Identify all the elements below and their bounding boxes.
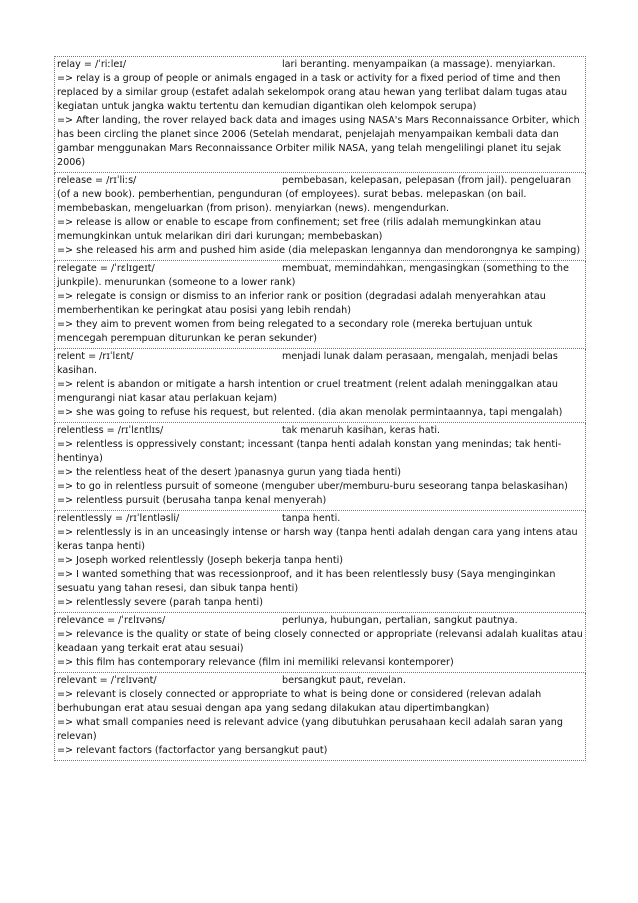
- dictionary-entry: [54, 613, 586, 673]
- entry-list: [54, 56, 586, 761]
- entry-word: relent = /rɪˈlɛnt/: [57, 351, 134, 362]
- entry-meaning: tak menaruh kasihan, keras hati.: [282, 425, 441, 436]
- example-line: => relentlessly is in an unceasingly intense or harsh way (tanpa henti adalah dengan cara yang intens atau keras tanpa henti): [57, 527, 578, 552]
- example-line: => to go in relentless pursuit of someone (menguber uber/memburu-buru seseorang tanpa belaskasihan): [57, 481, 568, 492]
- dictionary-entry: [54, 349, 586, 423]
- entry-meaning: pembebasan, kelepasan, pelepasan (from jail). pengeluaran (of a new book). pemberhentian, pengunduran (of employees). surat bebas. melepaskan (on bail. membebaskan, mengeluarkan (from prison). menyiarkan (news). mengendurkan.: [57, 175, 572, 214]
- entry-word: relevance = /ˈrɛlɪvəns/: [57, 615, 166, 626]
- entry-word: relentlessly = /rɪˈlɛntləsli/: [57, 513, 180, 524]
- entry-headline: [57, 350, 583, 378]
- entry-word: release = /rɪˈliːs/: [57, 175, 137, 186]
- dictionary-entry: [54, 511, 586, 613]
- entry-headline: [57, 512, 583, 526]
- dictionary-entry: [54, 56, 586, 173]
- example-line: => relentless pursuit (berusaha tanpa kenal menyerah): [57, 495, 327, 506]
- entry-headline: [57, 174, 583, 216]
- dictionary-entry: [54, 673, 586, 761]
- dictionary-entry: [54, 423, 586, 511]
- entry-meaning: bersangkut paut, revelan.: [282, 675, 406, 686]
- example-line: => I wanted something that was recessionproof, and it has been relentlessly busy (Saya menginginkan sesuatu yang tahan resesi, dan sibuk tanpa henti): [57, 569, 556, 594]
- entry-headline: [57, 424, 583, 438]
- entry-meaning: lari beranting. menyampaikan (a massage). menyiarkan.: [282, 59, 556, 70]
- entry-headline: [57, 674, 583, 688]
- entry-word: relentless = /rɪˈlɛntlɪs/: [57, 425, 164, 436]
- entry-word: relay = /ˈriːleɪ/: [57, 59, 127, 70]
- dictionary-page: [54, 56, 586, 761]
- entry-meaning: menjadi lunak dalam perasaan, mengalah, menjadi belas kasihan.: [57, 351, 558, 376]
- example-line: => After landing, the rover relayed back data and images using NASA's Mars Reconnaissance Orbiter, which has been circling the planet since 2006 (Setelah mendarat, penjelajah menyampaikan kembali data dan gambar menggunakan Mars Reconnaissance Orbiter milik NASA, yang telah mengelilingi planet itu sejak 2006): [57, 115, 580, 168]
- example-line: => relent is abandon or mitigate a harsh intention or cruel treatment (relent adalah meninggalkan atau mengurangi niat kasar atau perlakuan kejam): [57, 379, 558, 404]
- dictionary-entry: [54, 261, 586, 349]
- example-line: => relentless is oppressively constant; incessant (tanpa henti adalah konstan yang menindas; tak henti-hentinya): [57, 439, 562, 464]
- entry-meaning: tanpa henti.: [282, 513, 341, 524]
- entry-word: relevant = /ˈrɛlɪvənt/: [57, 675, 157, 686]
- example-line: => Joseph worked relentlessly (Joseph bekerja tanpa henti): [57, 555, 344, 566]
- example-line: => the relentless heat of the desert )panasnya gurun yang tiada henti): [57, 467, 402, 478]
- example-line: => release is allow or enable to escape from confinement; set free (rilis adalah memungkinkan atau memungkinkan untuk melarikan diri dari kurungan; membebaskan): [57, 217, 542, 242]
- example-line: => relevance is the quality or state of being closely connected or appropriate (relevansi adalah kualitas atau keadaan yang terkait erat atau sesuai): [57, 629, 583, 654]
- dictionary-entry: [54, 173, 586, 261]
- entry-headline: [57, 614, 583, 628]
- example-line: => what small companies need is relevant advice (yang dibutuhkan perusahaan kecil adalah saran yang relevan): [57, 717, 563, 742]
- example-line: => relevant is closely connected or appropriate to what is being done or considered (relevan adalah berhubungan erat atau sesuai dengan apa yang sedang dilakukan atau dipertimbangkan): [57, 689, 542, 714]
- example-line: => this film has contemporary relevance (film ini memiliki relevansi kontemporer): [57, 657, 454, 668]
- entry-meaning: perlunya, hubungan, pertalian, sangkut pautnya.: [282, 615, 518, 626]
- example-line: => relay is a group of people or animals engaged in a task or activity for a fixed period of time and then replaced by a similar group (estafet adalah sekelompok orang atau hewan yang terlibat dalam tugas atau kegiatan untuk jangka waktu tertentu dan kemudian digantikan oleh kelompok serupa): [57, 73, 568, 112]
- entry-headline: [57, 58, 583, 72]
- entry-headline: [57, 262, 583, 290]
- entry-meaning: membuat, memindahkan, mengasingkan (something to the junkpile). menurunkan (someone to a lower rank): [57, 263, 569, 288]
- example-line: => relegate is consign or dismiss to an inferior rank or position (degradasi adalah menyerahkan atau memberhentikan ke peringkat atau posisi yang lebih rendah): [57, 291, 546, 316]
- example-line: => relevant factors (factorfactor yang bersangkut paut): [57, 745, 328, 756]
- example-line: => they aim to prevent women from being relegated to a secondary role (mereka bertujuan untuk mencegah perempuan diturunkan ke peran sekunder): [57, 319, 533, 344]
- entry-word: relegate = /ˈrɛlɪgeɪt/: [57, 263, 155, 274]
- example-line: => she was going to refuse his request, but relented. (dia akan menolak permintaannya, tapi mengalah): [57, 407, 563, 418]
- example-line: => she released his arm and pushed him aside (dia melepaskan lengannya dan mendorongnya ke samping): [57, 245, 581, 256]
- example-line: => relentlessly severe (parah tanpa henti): [57, 597, 263, 608]
